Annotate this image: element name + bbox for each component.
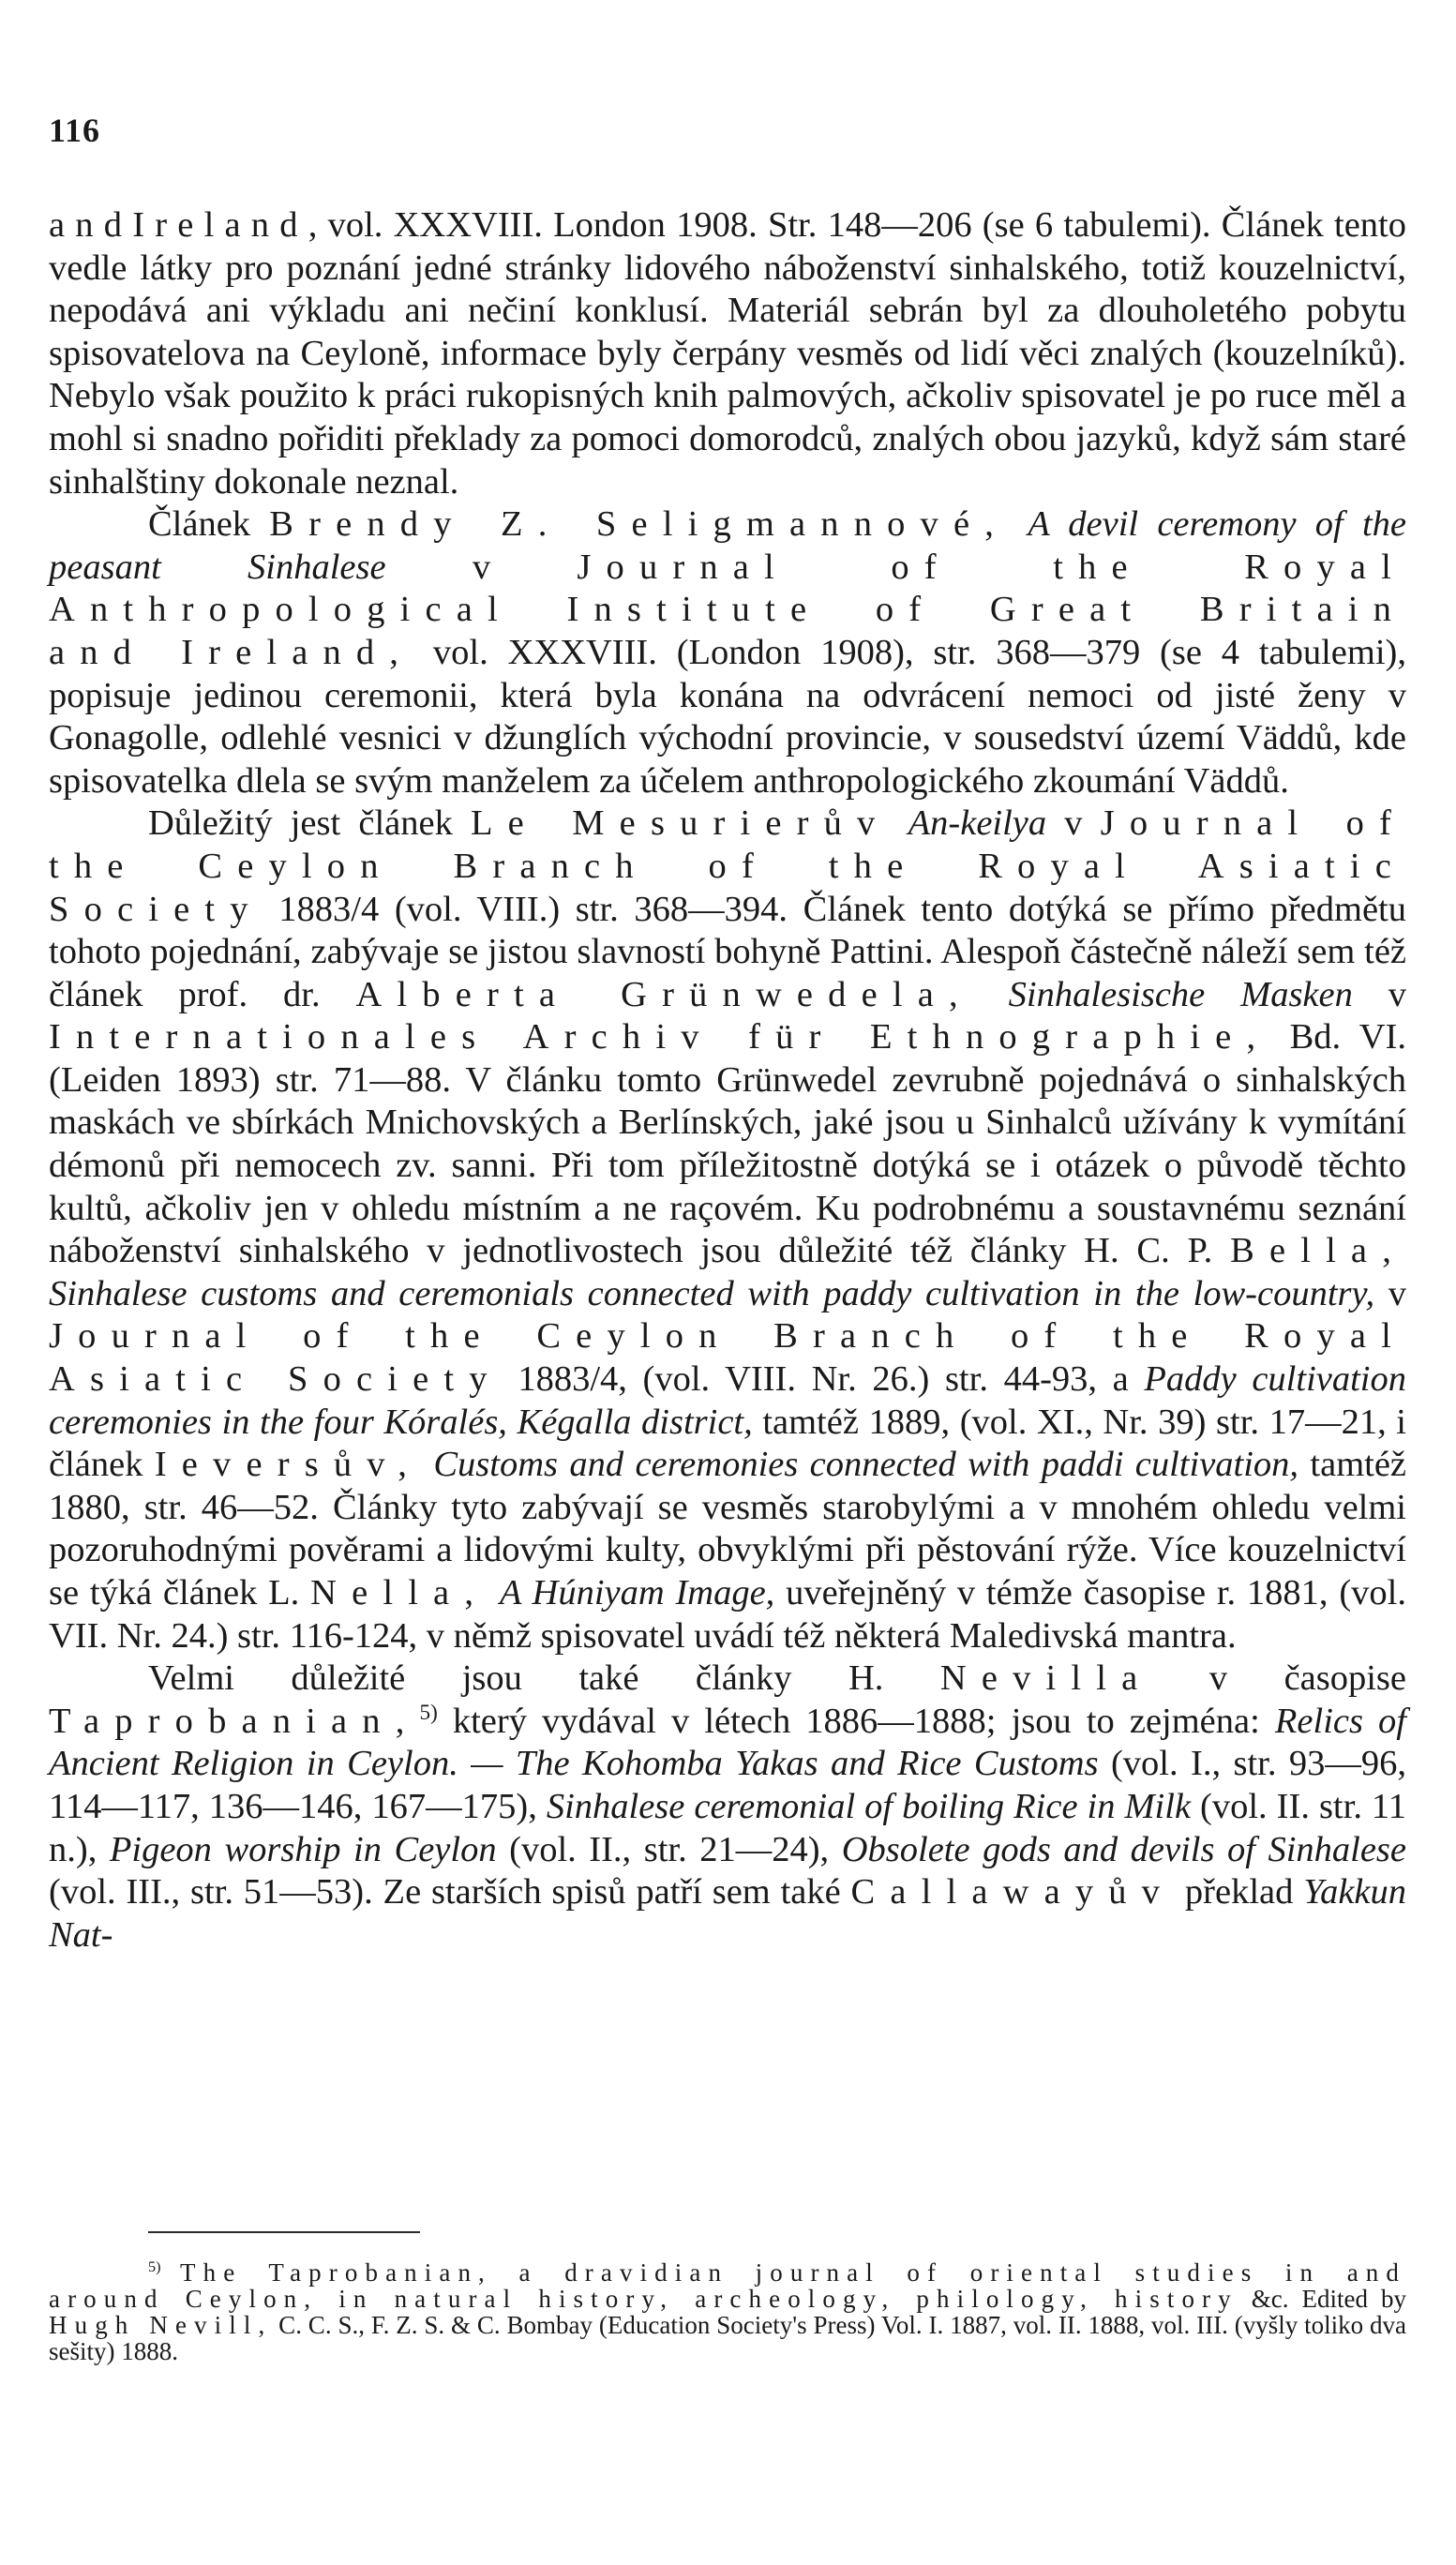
italic-title: Paddy cultivation ceremonies in the four Kóralés, Kégalla district, [49, 1359, 1406, 1442]
text-run: uveřejněný v témže časopise r. 1881, (vol. VII. Nr. 24.) str. 116-124, v němž spisovatel uvádí též některá Maledivská mantra. [49, 1573, 1406, 1656]
text-run: C. C. S., F. Z. S. & C. Bombay (Education Society's Press) Vol. I. 1887, vol. II. 1888, vol. III. (vyšly toliko dva sešity) 1888. [49, 2311, 1406, 2365]
spaced-name: Journal of the Ceylon Branch of the Royal Asiatic Society [49, 1316, 1406, 1400]
text-run [488, 1573, 500, 1612]
paragraph-2 [49, 503, 1406, 802]
spaced-name: Bella, [1230, 1231, 1406, 1271]
footnote-marker: 5) [419, 1699, 438, 1724]
spaced-name: Taprobanian, [49, 1701, 420, 1741]
text-run: v [1046, 803, 1101, 844]
text-run: tamtéž 1880, str. 46—52. Články tyto zabývají se vesměs starobylými a v mnohém ohledu velmi pozoruhodnými pověrami a lidovými kulty, obvyklými při pěstování rýže. Více kouzelnictví se týká článek L. [49, 1445, 1407, 1612]
text-run [890, 803, 908, 843]
spaced-name: Le Mesurierův [471, 803, 891, 844]
footnote-marker: 5) [148, 2258, 161, 2275]
text-run: &c. Edited by [1238, 2285, 1406, 2313]
paragraph-3 [49, 802, 1406, 1658]
spaced-name: Ieversův, [154, 1445, 423, 1485]
text-run: (vol. II., str. 21—24), [496, 1829, 842, 1869]
text-run: a n d I r e l a n d , vol. XXXVIII. London 1908. Str. 148—206 (se 6 tabulemi). Článek tento vedle látky pro poznání jedné stránky lidového náboženství sinhalského, totiž kouzelnictví, nepodává ani výkladu ani nečiní konklusí. Materiál sebrán byl za dlouholetého pobytu spisovatelova na Ceyloně, informace byly čerpány vesměs od lidí věci znalých (kouzelníků). Nebylo však použito k práci rukopisných knih palmových, ačkoliv spisovatel je po ruce měl a mohl si snadno pořiditi překlady za pomoci domorodců, znalých obou jazyků, když sám staré sinhalštiny dokonale neznal. [49, 205, 1406, 502]
paragraph-1 [49, 204, 1406, 503]
text-run: tamtéž 1889, (vol. XI., Nr. 39) str. 17—21, i článek [49, 1402, 1406, 1485]
text-run: Důležitý jest článek [148, 803, 471, 844]
text-run: (vol. II. str. 11 n.), [49, 1786, 1407, 1869]
text-run: 1883/4 (vol. VIII.) str. 368—394. Článek tento dotýká se přímo předmětu tohoto pojednání, zabývaje se jistou slavností bohyně Pattini. Alespoň částečně náleží sem též článek prof. dr. [49, 889, 1406, 1014]
italic-title: Sinhalese customs and ceremonials connected with paddy cultivation in the low-country, [49, 1273, 1375, 1313]
footnote-5 [49, 2259, 1406, 2364]
text-run: Velmi důležité jsou také články H. [148, 1658, 940, 1699]
italic-title: Yakkun Nat- [49, 1872, 1406, 1955]
paragraph-4 [49, 1658, 1406, 1957]
text-run [422, 1445, 433, 1484]
spaced-name: Alberta Grünwedela, [355, 974, 973, 1014]
footnote-divider [148, 2231, 420, 2233]
italic-title: A Húniyam Image, [499, 1573, 775, 1612]
text-run: Článek [148, 504, 270, 545]
italic-title: Sinhalese ceremonial of boiling Rice in Milk [546, 1786, 1192, 1826]
spaced-name: Brendy Z. Seligmannové, [269, 504, 1010, 545]
text-run: Bd. VI. (Leiden 1893) str. 71—88. V článku tomto Grünwedel zevrubně pojednává o sinhalských maskách ve sbírkách Mnichovských a Berlínských, jaké jsou u Sinhalců užívány k vymítání démonů při nemocech zv. sanni. Při tom příležitostně dotýká se i otázek o původě těchto kultů, ačkoliv jen v ohledu místním a ne raçovém. Ku podrobnému a soustavnému seznání náboženství sinhalského v jednotlivostech jsou důležité též články H. C. P. [49, 1017, 1407, 1271]
page-number: 116 [49, 112, 101, 149]
footnote [49, 2259, 1406, 2364]
text-run [160, 2258, 180, 2287]
text-run: v [1374, 1273, 1406, 1313]
text-run: v [385, 547, 578, 587]
italic-title: Obsolete gods and devils of Sinhalese [841, 1829, 1406, 1869]
text-run: který vydával v létech 1886—1888; jsou to zejména: [437, 1701, 1275, 1741]
spaced-name: Hugh Nevill, [49, 2311, 273, 2339]
italic-title: Pigeon worship in Ceylon [109, 1829, 497, 1869]
italic-title: Relics of Ancient Religion in Ceylon. — The Kohomba Yakas and Rice Customs [49, 1701, 1406, 1784]
text-run [1009, 504, 1028, 544]
text-run: (vol. III., str. 51—53). Ze starších spisů patří sem také [49, 1872, 851, 1912]
text-run [973, 975, 1009, 1014]
spaced-name: Internationales Archiv für Ethnographie, [49, 1017, 1271, 1058]
italic-title: A devil ceremony of the peasant Sinhalese [49, 504, 1406, 587]
spaced-name: The Taprobanian, a dravidian journal of oriental studies in and around Ceylon, in natural history, archeology, philology, history [49, 2258, 1406, 2313]
italic-title: Customs and ceremonies connected with paddi cultivation, [433, 1445, 1299, 1485]
text-run: (vol. I., str. 93—96, 114—117, 136—146, 167—175), [49, 1744, 1407, 1826]
text-run: v [1352, 974, 1406, 1014]
italic-title: Sinhalesische Masken [1008, 974, 1353, 1014]
text-run: překlad [1175, 1872, 1304, 1912]
text-run: 1883/4, (vol. VIII. Nr. 26.) str. 44-93, a [502, 1359, 1145, 1400]
text-run: vol. XXXVIII. (London 1908), str. 368—379 (se 4 tabulemi), popisuje jedinou ceremonii, která byla konána na odvrácení nemoci od jisté ženy v Gonagolle, odlehlé vesnici v džunglích východní provincie, v sousedství území Väddů, kde spisovatelka dlela se svým manželem za účelem anthropologického zkoumání Väddů. [49, 632, 1406, 801]
text-run: v časopise [1152, 1658, 1406, 1699]
spaced-name: Callawayův [850, 1872, 1176, 1912]
spaced-name: Journal of the Royal Anthropological Institute of Great Britain and Ireland, [49, 547, 1407, 672]
italic-title: An-keilya [908, 803, 1047, 844]
body-text [49, 204, 1406, 1957]
spaced-name: Nella, [310, 1573, 489, 1612]
spaced-name: Nevilla [939, 1658, 1153, 1699]
spaced-name: Journal of the Ceylon Branch of the Royal Asiatic Society [49, 803, 1407, 929]
